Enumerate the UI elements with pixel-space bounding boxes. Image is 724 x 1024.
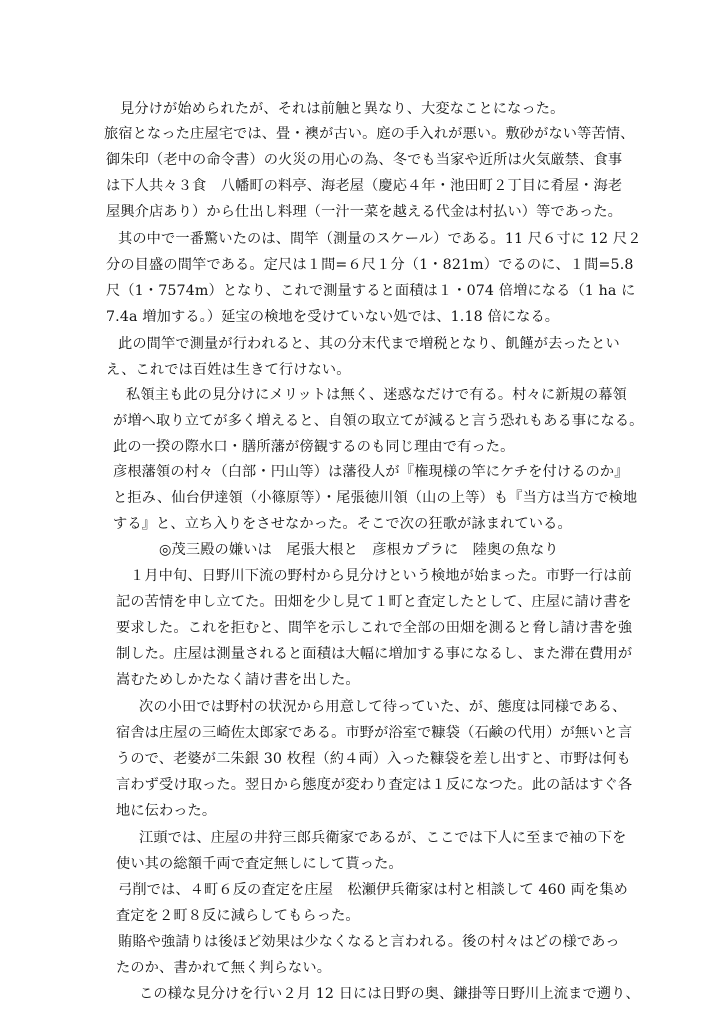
- text-line: 此の間竿で測量が行われると、其の分末代まで増税となり、飢饉が去ったとい: [118, 336, 620, 352]
- text-line: が増へ取り立てが多く増えると、自領の取立てが減ると言う恐れもある事になる。: [113, 413, 644, 429]
- text-line: え、これでは百姓は生きて行けない。: [106, 362, 351, 378]
- text-line: 江頭では、庄屋の井狩三郎兵衛家であるが、ここでは下人に至まで袖の下を: [139, 830, 627, 846]
- text-line: 弓削では、４町６反の査定を庄屋 松瀬伊兵衛家は村と相談して 460 両を集め: [118, 882, 628, 898]
- text-line: 旅宿となった庄屋宅では、畳・襖が古い。庭の手入れが悪い。敷砂がない等苦情、: [104, 126, 635, 142]
- text-line: 宿舎は庄屋の三崎佐太郎家である。市野が浴室で糠袋（石鹸の代用）が無いと言: [116, 725, 633, 741]
- text-line: 制した。庄屋は測量されると面積は大幅に増加する事になるし、また滞在費用が: [116, 646, 633, 662]
- text-line: 記の苦情を申し立てた。田畑を少し見て１町と査定したとして、庄屋に請け書を: [116, 594, 632, 610]
- text-line: １月中旬、日野川下流の野村から見分けという検地が始まった。市野一行は前: [130, 568, 632, 584]
- text-line: 見分けが始められたが、それは前触と異なり、大変なことになった。: [120, 101, 565, 117]
- text-line: 彦根藩領の村々（白部・円山等）は藩役人が『権現様の竿にケチを付けるのか』: [113, 464, 629, 480]
- text-line: 嵩むためしかたなく請け書を出した。: [116, 672, 360, 688]
- text-line: 要求した。これを拒むと、間竿を示しこれで全部の田畑を測ると脅し請け書を強: [116, 620, 633, 636]
- text-line: 其の中で一番驚いたのは、間竿（測量のスケール）である。11 尺６寸に 12 尺２: [118, 231, 642, 247]
- text-line: この様な見分けを行い２月 12 日には日野の奥、鎌掛等日野川上流まで遡り、: [139, 986, 640, 1002]
- text-line: 私領主も此の見分けにメリットは無く、迷惑なだけで有る。村々に新規の幕領: [126, 387, 627, 403]
- text-line: 尺（1・7574m）となり、これで測量すると面積は１・074 倍増になる（1 ha に: [106, 283, 636, 299]
- text-line: 地に伝わった。: [116, 803, 217, 819]
- text-line: 御朱印（老中の命令書）の火災の用心の為、冬でも当家や近所は火気厳禁、食事: [106, 152, 623, 168]
- text-line: 7.4a 増加する。）延宝の検地を受けていない処では、1.18 倍になる。: [106, 309, 560, 325]
- text-line: 賄賂や強請りは後ほど効果は少なくなると言われる。後の村々はどの様であっ: [118, 934, 620, 950]
- text-line: 査定を２町８反に減らしてもらった。: [116, 908, 360, 924]
- text-line: 使い其の総額千両で査定無しにして貰った。: [116, 856, 403, 872]
- text-line: 分の目盛の間竿である。定尺は１間=６尺１分（1・821m）でるのに、１間=5.8: [106, 257, 634, 273]
- text-line: うので、老婆が二朱銀 30 枚程（約４両）入った糠袋を差し出すと、市野は何も: [116, 751, 631, 767]
- text-line: たのか、書かれて無く判らない。: [116, 960, 332, 976]
- text-line: は下人共々３食 八幡町の料亭、海老屋（慶応４年・池田町２丁目に肴屋・海老: [106, 178, 623, 194]
- text-line: する』と、立ち入りをさせなかった。そこで次の狂歌が詠まれている。: [113, 516, 572, 532]
- text-line: 次の小田では野村の状況から用意して待っていた、が、態度は同様である、: [139, 699, 627, 715]
- text-line: ◎茂三殿の嫌いは 尾張大根と 彦根カプラに 陸奥の魚なり: [159, 542, 559, 558]
- text-line: 此の一揆の際水口・膳所藩が傍観するのも同じ理由で有った。: [113, 439, 515, 455]
- text-line: 屋興介店あり）から仕出し料理（一汁一菜を越える代金は村払い）等であった。: [106, 204, 623, 220]
- text-line: 言わず受け取った。翌日から態度が変わり査定は１反になつた。此の話はすぐ各: [116, 777, 633, 793]
- text-line: と拒み、仙台伊達領（小篠原等）・尾張徳川領（山の上等）も『当方は当方で検地: [113, 490, 638, 506]
